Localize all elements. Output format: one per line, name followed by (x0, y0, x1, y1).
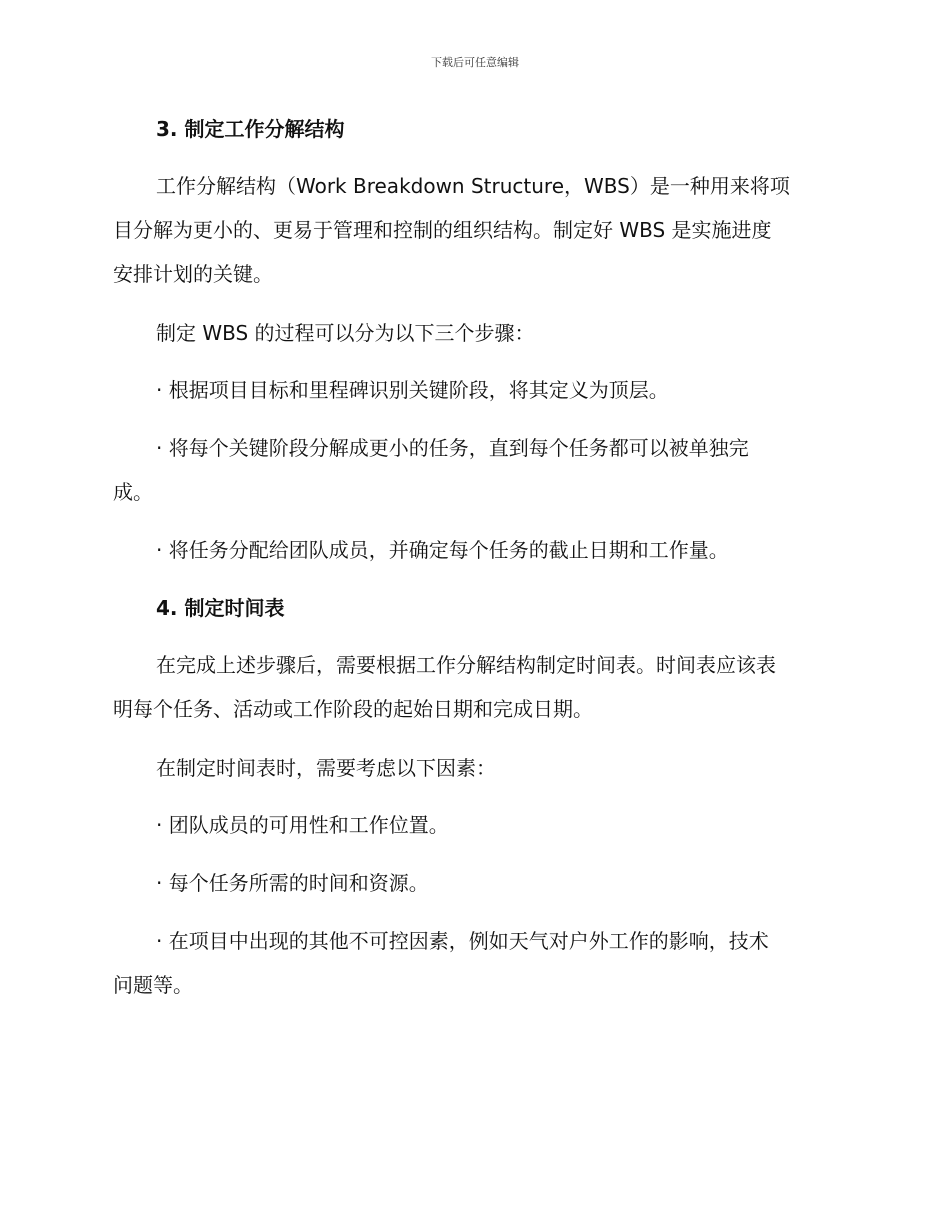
section-4-bullet-2: · 每个任务所需的时间和资源。 (156, 871, 429, 895)
section-4-bullet-1: · 团队成员的可用性和工作位置。 (156, 813, 449, 837)
section-3-bullet-1: · 根据项目目标和里程碑识别关键阶段，将其定义为顶层。 (156, 378, 669, 402)
section-4-paragraph-1-line-2: 明每个任务、活动或工作阶段的起始日期和完成日期。 (113, 697, 593, 721)
section-4-paragraph-1-line-1: 在完成上述步骤后，需要根据工作分解结构制定时间表。时间表应该表 (156, 653, 776, 677)
section-3-bullet-3: · 将任务分配给团队成员，并确定每个任务的截止日期和工作量。 (156, 538, 729, 562)
section-3-paragraph-1-line-3: 安排计划的关键。 (113, 262, 273, 286)
section-3-bullet-2-line-1: · 将每个关键阶段分解成更小的任务，直到每个任务都可以被单独完 (156, 436, 749, 460)
section-3-paragraph-2: 制定 WBS 的过程可以分为以下三个步骤： (156, 321, 535, 345)
section-4-bullet-3-line-1: · 在项目中出现的其他不可控因素，例如天气对户外工作的影响，技术 (156, 929, 769, 953)
section-3-bullet-2-line-2: 成。 (113, 480, 153, 504)
page-header: 下载后可任意编辑 (431, 56, 519, 69)
section-3-paragraph-1-line-1: 工作分解结构（Work Breakdown Structure，WBS）是一种用来将项 (156, 174, 790, 198)
section-4-heading: 4. 制定时间表 (156, 596, 285, 620)
section-4-bullet-3-line-2: 问题等。 (113, 973, 193, 997)
section-4-paragraph-2: 在制定时间表时，需要考虑以下因素： (156, 756, 496, 780)
section-3-heading: 3. 制定工作分解结构 (156, 117, 345, 141)
section-3-paragraph-1-line-2: 目分解为更小的、更易于管理和控制的组织结构。制定好 WBS 是实施进度 (113, 218, 772, 242)
